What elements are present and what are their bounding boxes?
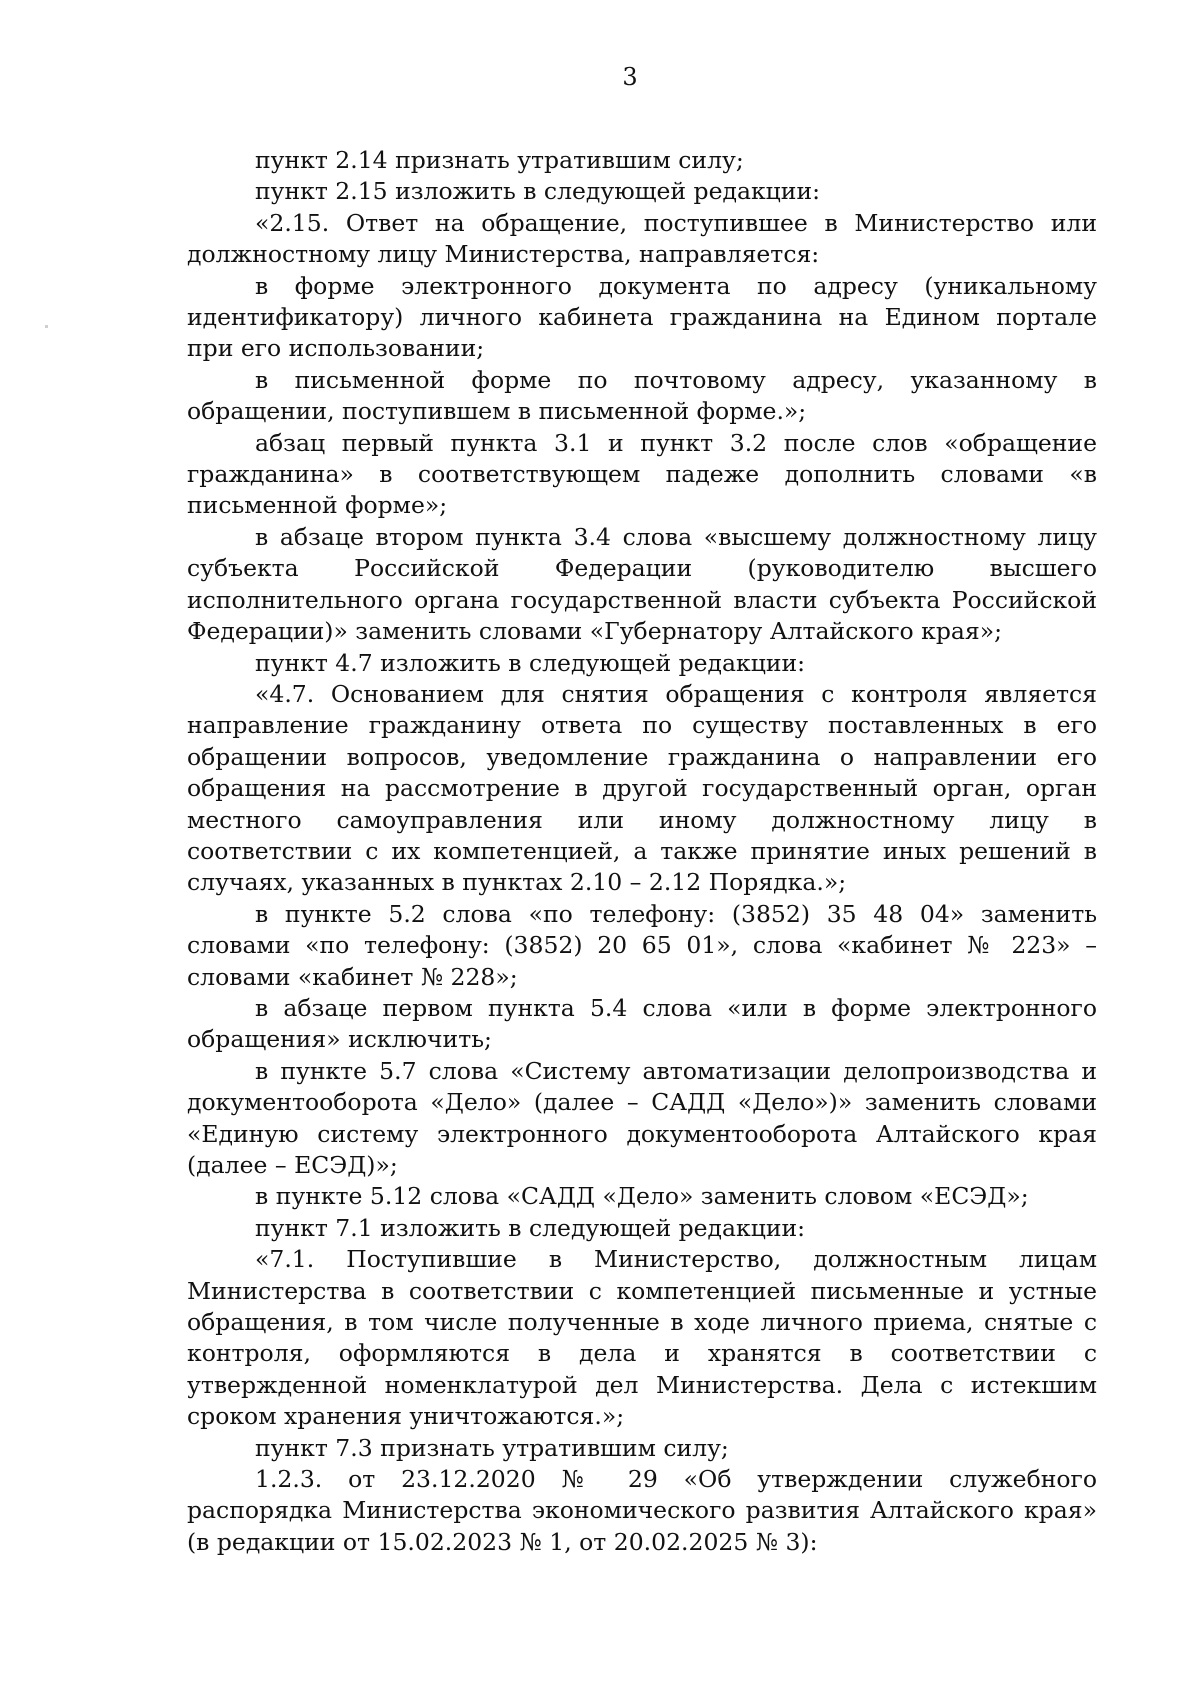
paragraph: «7.1. Поступившие в Министерство, должностным лицам Министерства в соответствии с компетенцией письменные и устные обращения, в том числе полученные в ходе личного приема, снятые с контроля, оформляются в дела и хранятся в соответствии с утвержденной номенклатурой дел Министерства. Дела с истекшим сроком хранения уничтожаются.»; (187, 1245, 1097, 1431)
paragraph: в абзаце втором пункта 3.4 слова «высшему должностному лицу субъекта Российской Федерации (руководителю высшего исполнительного органа государственной власти субъекта Российской Федерации)» заменить словами «Губернатору Алтайского края»; (187, 522, 1097, 646)
paragraph: «2.15. Ответ на обращение, поступившее в Министерство или должностному лицу Министерства, направляется: (187, 208, 1097, 269)
paragraph: в пункте 5.2 слова «по телефону: (3852) 35 48 04» заменить словами «по телефону: (3852) 20 65 01», слова «кабинет № 223» – словами «кабинет № 228»; (187, 899, 1097, 991)
paragraph: в форме электронного документа по адресу (уникальному идентификатору) личного кабинета гражданина на Едином портале при его использовании; (187, 271, 1097, 363)
paragraph: пункт 4.7 изложить в следующей редакции: (255, 648, 806, 677)
document-body (187, 145, 1097, 1558)
paragraph: пункт 2.14 признать утратившим силу; (255, 146, 744, 174)
paragraph: пункт 7.3 признать утратившим силу; (255, 1433, 729, 1462)
paragraph: в пункте 5.7 слова «Систему автоматизации делопроизводства и документооборота «Дело» (далее – САДД «Дело»)» заменить словами «Единую систему электронного документооборота Алтайского края (далее – ЕСЭД)»; (187, 1056, 1097, 1179)
scan-dot (45, 325, 48, 328)
paragraph: в абзаце первом пункта 5.4 слова «или в форме электронного обращения» исключить; (187, 993, 1097, 1054)
paragraph: пункт 7.1 изложить в следующей редакции: (255, 1213, 806, 1242)
paragraph: пункт 2.15 изложить в следующей редакции: (255, 177, 821, 206)
paragraph: в пункте 5.12 слова «САДД «Дело» заменить словом «ЕСЭД»; (255, 1182, 1029, 1211)
paragraph: «4.7. Основанием для снятия обращения с контроля является направление гражданину ответа по существу поставленных в его обращении вопросов, уведомление гражданина о направлении его обращения на рассмотрение в другой государственный орган, орган местного самоуправления или иному должностному лицу в соответствии с их компетенцией, а также принятие иных решений в случаях, указанных в пунктах 2.10 – 2.12 Порядка.»; (187, 679, 1097, 897)
paragraph: в письменной форме по почтовому адресу, указанному в обращении, поступившем в письменной форме.»; (187, 365, 1097, 426)
paragraph: 1.2.3. от 23.12.2020 № 29 «Об утверждении служебного распорядка Министерства экономического развития Алтайского края» (в редакции от 15.02.2023 № 1, от 20.02.2025 № 3): (187, 1465, 1097, 1556)
page-number: 3 (622, 63, 638, 91)
paragraph: абзац первый пункта 3.1 и пункт 3.2 после слов «обращение гражданина» в соответствующем падеже дополнить словами «в письменной форме»; (187, 428, 1097, 520)
